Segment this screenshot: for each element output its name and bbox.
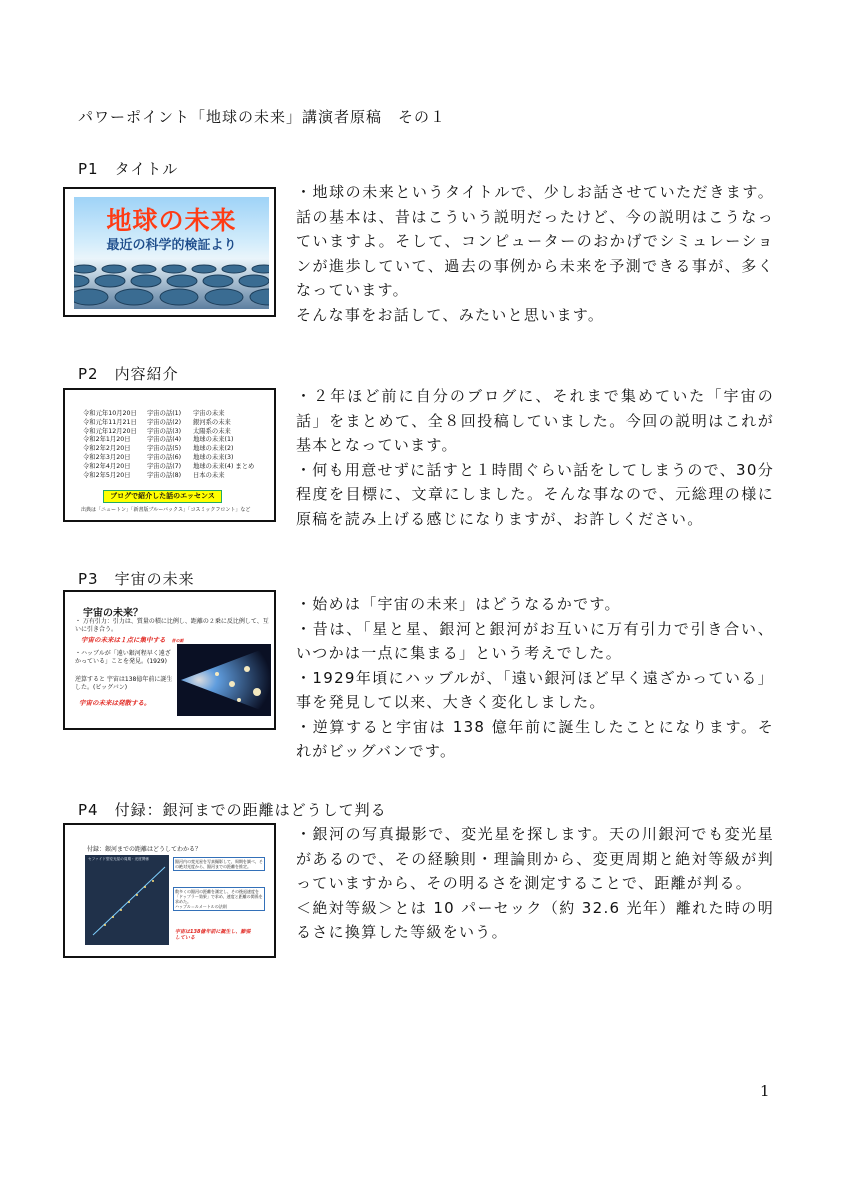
universe-expansion-image bbox=[177, 644, 271, 716]
paragraph: ・銀河の写真撮影で、変光星を探します。天の川銀河でも変光星があるので、その経験則・理論則から、変更周期と絶対等級が判っていますから、その明るさを測定することで、距離が判る。 bbox=[296, 825, 774, 892]
paragraph: ・1929年頃にハッブルが、「遠い銀河ほど早く遠ざかっている」事を発見して以来、大きく変化しました。 bbox=[296, 668, 774, 711]
slide-thumbnail-p4 bbox=[63, 823, 276, 958]
list-item: 令和2年4月20日 宇宙の話(7) 地球の未来(4) まとめ bbox=[83, 462, 255, 470]
slide-thumbnail-p3 bbox=[63, 590, 276, 730]
paragraph: ・２年ほど前に自分のブログに、それまで集めていた「宇宙の話」をまとめて、全８回投稿していました。今回の説明はこれが基本となっています。 bbox=[296, 387, 774, 454]
section-text-p2 bbox=[296, 384, 774, 531]
slide-source-note: 出典は「ニュートン」「新書版ブルーバックス」「コスミックフロント」など bbox=[81, 507, 251, 513]
cepheid-chart-image bbox=[85, 855, 169, 945]
slide-info-box: 銀河内の変光星を写真撮影して、周期を調べ、その絶対光度から、銀河までの距離を推定。 bbox=[173, 857, 265, 871]
paragraph: ・逆算すると宇宙は 138 億年前に誕生したことになります。それがビッグバンです。 bbox=[296, 717, 774, 760]
list-item: 令和2年3月20日 宇宙の話(6) 地球の未来(3) bbox=[83, 453, 234, 461]
slide-bullet: ・ハッブルが「遠い銀河程早く遠ざかっている」ことを発見。(1929) bbox=[75, 650, 171, 665]
page-number: 1 bbox=[760, 1082, 770, 1100]
slide-red-text: 宇宙の未来は１点に集中する 昔の説 bbox=[81, 636, 184, 644]
slide-thumbnail-p2 bbox=[63, 388, 276, 522]
section-text-p4 bbox=[296, 822, 774, 945]
slide-title: 宇宙の未来？ bbox=[83, 608, 143, 619]
slide-title: 地球の未来 bbox=[106, 206, 237, 235]
section-text-p1 bbox=[296, 180, 774, 327]
list-item: 令和元年12月20日 宇宙の話(3) 太陽系の未来 bbox=[83, 427, 231, 435]
chart-title: セファイド型変光星の周期・光度関係 bbox=[88, 857, 150, 861]
section-heading-p2: P2 内容紹介 bbox=[78, 365, 179, 383]
slide-red-text: 宇宙の未来は発散する。 bbox=[79, 699, 151, 707]
section-heading-p1: P1 タイトル bbox=[78, 160, 179, 178]
section-heading-p4: P4 付録：銀河までの距離はどうして判る bbox=[78, 801, 387, 819]
section-heading-p3: P3 宇宙の未来 bbox=[78, 570, 195, 588]
slide-banner: ブログで紹介した話のエッセンス bbox=[103, 490, 222, 503]
slide-subtitle: 最近の科学的検証より bbox=[106, 238, 237, 253]
slide-bullet: ・ 万有引力：引力は、質量の積に比例し、距離の２乗に反比例して、互いに引き合う。 bbox=[75, 618, 269, 633]
slide-title: 付録：銀河までの距離はどうしてわかる？ bbox=[87, 846, 202, 853]
slide-info-box: 数多くの銀河の距離を測定し、その後退速度を「ドップラー効果」で求め、速度と距離の関係を求めた。 ハッブル＝ルメートルの法則 bbox=[173, 887, 265, 911]
list-item: 令和2年2月20日 宇宙の話(5) 地球の未来(2) bbox=[83, 445, 234, 453]
paragraph: ・何も用意せずに話すと１時間ぐらい話をしてしまうので、30分程度を目標に、文章にしました。そんな事なので、元総理の様に原稿を読み上げる感じになりますが、お許しください。 bbox=[296, 460, 774, 528]
list-item: 令和2年5月20日 宇宙の話(8) 日本の未来 bbox=[83, 471, 225, 479]
section-text-p3 bbox=[296, 592, 774, 764]
paragraph: ・昔は、「星と星、銀河と銀河がお互いに万有引力で引き合い、いつかは一点に集まる」という考えでした。 bbox=[296, 619, 774, 662]
slide-bullet: 逆算すると 宇宙は138億年前に誕生した。(ビッグバン) bbox=[75, 676, 173, 691]
paragraph: ・始めは「宇宙の未来」はどうなるかです。 bbox=[296, 595, 621, 613]
list-item: 令和元年11月21日 宇宙の話(2) 銀河系の未来 bbox=[83, 418, 231, 426]
paragraph: ・地球の未来というタイトルで、少しお話させていただきます。話の基本は、昔はこういう説明だったけど、今の説明はこうなっていますよ。そして、コンピューターのおかげでシミュレーションが進歩していて、過去の事例から未来を予測できる事が、多くなっています。 bbox=[296, 183, 774, 299]
list-item: 令和元年10月20日 宇宙の話(1) 宇宙の未来 bbox=[83, 410, 225, 417]
document-title: パワーポイント「地球の未来」講演者原稿 その１ bbox=[78, 108, 447, 126]
paragraph: そんな事をお話して、みたいと思います。 bbox=[296, 305, 605, 324]
slide-red-text: 宇宙は138億年前に誕生し、膨張している bbox=[175, 929, 251, 941]
list-item: 令和2年1月20日 宇宙の話(4) 地球の未来(1) bbox=[83, 436, 234, 444]
paragraph: ＜絶対等級＞とは 10 パーセック（約 32.6 光年）離れた時の明るさに換算した等級をいう。 bbox=[296, 898, 774, 941]
schedule-list bbox=[83, 410, 254, 480]
slide-thumbnail-p1 bbox=[63, 187, 276, 317]
